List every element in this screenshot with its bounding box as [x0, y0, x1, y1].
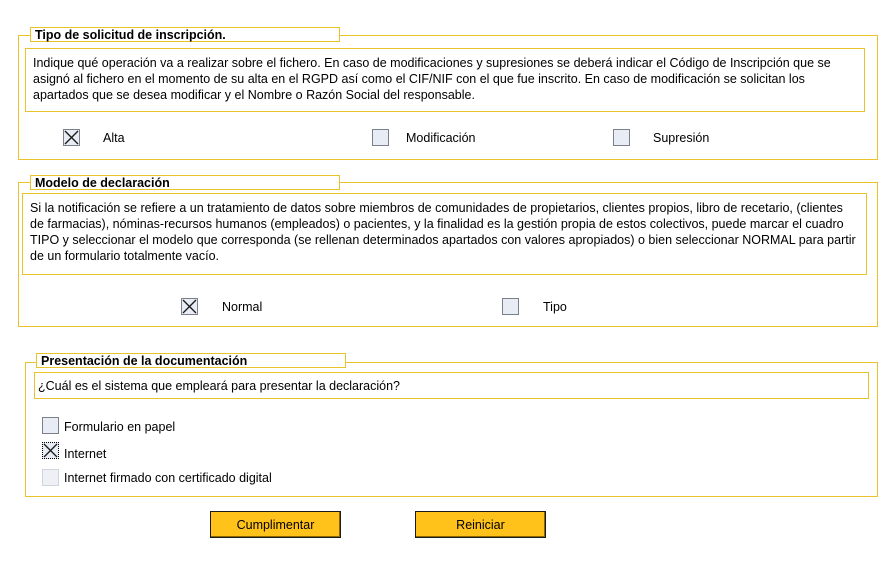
checkbox-modificacion[interactable] [372, 129, 389, 146]
check-x-icon [182, 299, 197, 314]
checkbox-formulario-papel[interactable] [42, 417, 59, 434]
checkbox-formulario-papel-label: Formulario en papel [64, 420, 176, 434]
check-x-icon [43, 443, 58, 458]
checkbox-internet[interactable] [42, 442, 59, 459]
checkbox-supresion[interactable] [613, 129, 630, 146]
check-x-icon [64, 130, 79, 145]
checkbox-tipo[interactable] [502, 298, 519, 315]
checkbox-internet-firmado [42, 469, 59, 486]
checkbox-supresion-label: Supresión [653, 131, 710, 145]
section-tipo-solicitud-description: Indique qué operación va a realizar sobre el fichero. En caso de modificaciones y supresiones se deberá indicar el Código de Inscripción que se asignó al fichero en el momento de su alta en el RGPD así como el CIF/NIF con el que fue inscrito. En caso de modificación se solicitan los apartados que se desea modificar y el Nombre o Razón Social del responsable. [25, 48, 865, 112]
checkbox-alta[interactable] [63, 129, 80, 146]
reiniciar-button[interactable]: Reiniciar [415, 511, 546, 538]
cumplimentar-button[interactable]: Cumplimentar [210, 511, 341, 538]
checkbox-alta-label: Alta [103, 131, 125, 145]
section-tipo-solicitud-title: Tipo de solicitud de inscripción. [30, 27, 340, 42]
section-modelo-declaracion-description: Si la notificación se refiere a un tratamiento de datos sobre miembros de comunidades de propietarios, clientes propios, libro de recetario, (clientes de farmacias), nóminas-recursos humanos (empleados) o pacientes, y la finalidad es la gestión propia de estos colectivos, puede marcar el cuadro TIPO y seleccionar el modelo que corresponda (se rellenan determinados apartados con valores apropiados) o bien seleccionar NORMAL para partir de un formulario totalmente vacío. [22, 193, 867, 275]
section-presentacion-question: ¿Cuál es el sistema que empleará para presentar la declaración? [34, 372, 869, 399]
section-modelo-declaracion-title: Modelo de declaración [30, 175, 340, 190]
checkbox-internet-firmado-label: Internet firmado con certificado digital [64, 471, 272, 485]
checkbox-normal-label: Normal [222, 300, 263, 314]
checkbox-modificacion-label: Modificación [406, 131, 476, 145]
checkbox-tipo-label: Tipo [543, 300, 567, 314]
checkbox-internet-label: Internet [64, 447, 107, 461]
section-presentacion-documentacion-title: Presentación de la documentación [36, 353, 346, 368]
checkbox-normal[interactable] [181, 298, 198, 315]
